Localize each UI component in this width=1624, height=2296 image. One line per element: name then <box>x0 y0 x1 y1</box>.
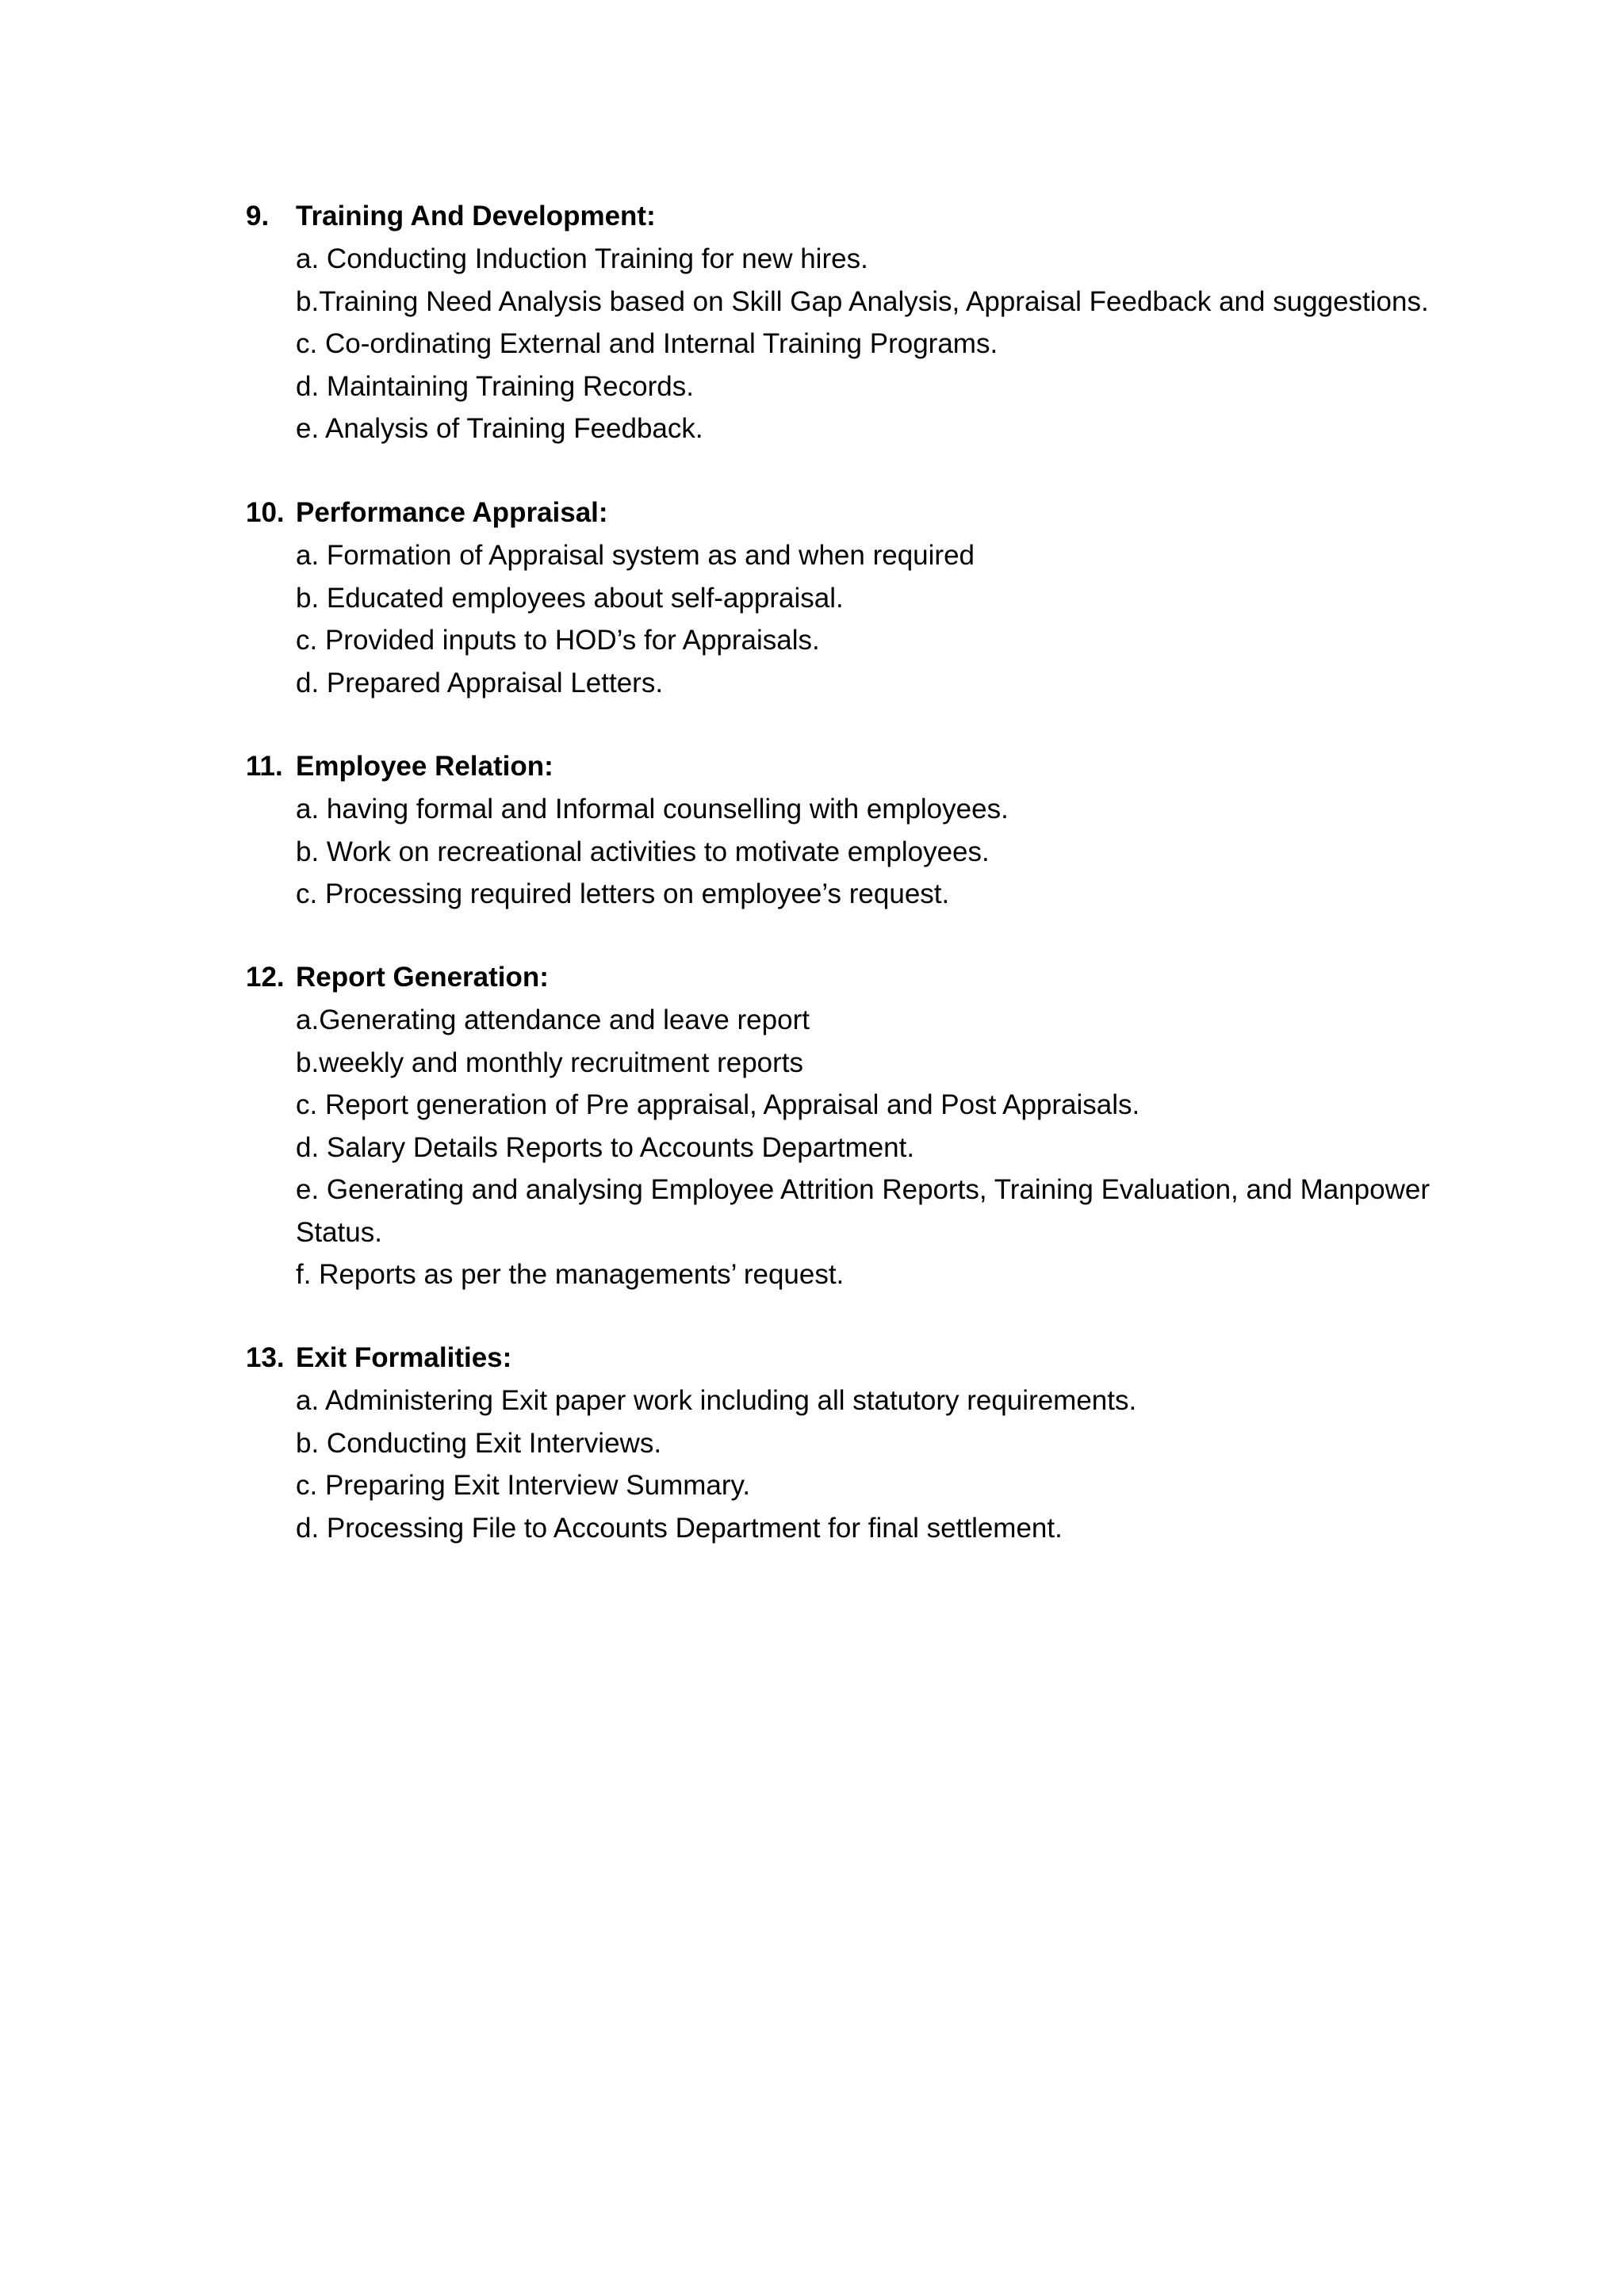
list-item: c. Provided inputs to HOD’s for Appraisals. <box>296 625 820 656</box>
section-report-generation <box>246 956 1483 1296</box>
list-item: d. Maintaining Training Records. <box>296 370 694 402</box>
section-items <box>246 534 1483 704</box>
list-item: a. Conducting Induction Training for new hires. <box>296 243 868 274</box>
list-item: e. Analysis of Training Feedback. <box>296 413 703 444</box>
section-heading <box>246 745 1483 788</box>
section-heading <box>246 492 1483 534</box>
list-item: a.Generating attendance and leave report <box>296 1004 810 1035</box>
section-number: 9. <box>246 201 270 232</box>
section-number: 13. <box>246 1342 285 1373</box>
list-item: b.Training Need Analysis based on Skill Gap Analysis, Appraisal Feedback and suggestions. <box>296 285 1429 317</box>
section-employee-relation <box>246 745 1483 916</box>
section-exit-formalities <box>246 1337 1483 1549</box>
list-item: d. Prepared Appraisal Letters. <box>296 667 664 698</box>
list-item: e. Generating and analysing Employee Attrition Reports, Training Evaluation, and Manpower Status. <box>296 1174 1431 1248</box>
list-item: f. Reports as per the managements’ request. <box>296 1259 845 1290</box>
list-item: c. Co-ordinating External and Internal Training Programs. <box>296 328 998 359</box>
list-item: b. Conducting Exit Interviews. <box>296 1427 662 1459</box>
list-item: b.weekly and monthly recruitment reports <box>296 1047 803 1078</box>
section-number: 10. <box>246 497 285 528</box>
list-item: d. Processing File to Accounts Department for final settlement. <box>296 1512 1063 1544</box>
section-items <box>246 1380 1483 1549</box>
list-item: a. Administering Exit paper work including all statutory requirements. <box>296 1385 1137 1416</box>
list-item: c. Processing required letters on employee’s request. <box>296 878 950 909</box>
section-items <box>246 999 1483 1296</box>
list-item: a. Formation of Appraisal system as and when required <box>296 540 975 571</box>
section-title: Performance Appraisal: <box>296 497 608 528</box>
list-item: b. Work on recreational activities to motivate employees. <box>296 836 990 867</box>
list-item: a. having formal and Informal counselling with employees. <box>296 794 1009 825</box>
list-item: d. Salary Details Reports to Accounts Department. <box>296 1131 915 1163</box>
section-title: Employee Relation: <box>296 751 553 782</box>
section-number: 12. <box>246 962 285 993</box>
list-item: b. Educated employees about self-appraisal. <box>296 582 844 614</box>
section-heading <box>246 1337 1483 1380</box>
section-title: Exit Formalities: <box>296 1342 512 1373</box>
list-item: c. Preparing Exit Interview Summary. <box>296 1470 751 1501</box>
section-performance-appraisal <box>246 492 1483 704</box>
section-training-and-development <box>246 195 1483 450</box>
section-title: Training And Development: <box>296 201 656 232</box>
section-heading <box>246 195 1483 238</box>
section-heading <box>246 956 1483 999</box>
section-number: 11. <box>246 751 283 782</box>
section-items <box>246 238 1483 450</box>
list-item: c. Report generation of Pre appraisal, Appraisal and Post Appraisals. <box>296 1089 1140 1120</box>
section-title: Report Generation: <box>296 962 549 993</box>
section-items <box>246 788 1483 916</box>
